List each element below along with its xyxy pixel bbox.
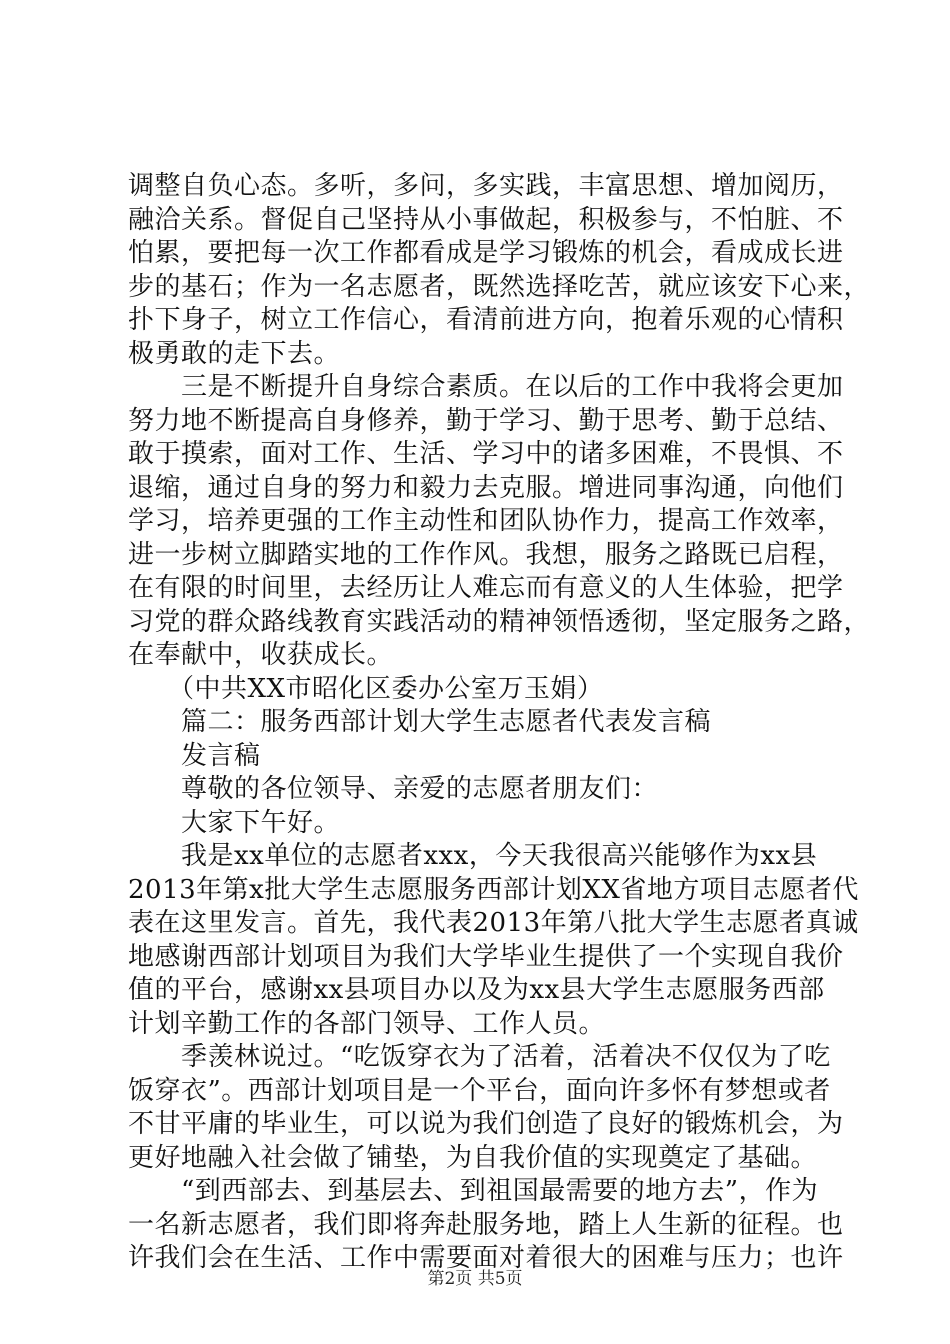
text-line: 学习，培养更强的工作主动性和团队协作力，提高工作效率，: [128, 506, 844, 536]
text-line: 一名新志愿者，我们即将奔赴服务地，踏上人生新的征程。也: [128, 1209, 844, 1240]
text-line: 表在这里发言。首先，我代表2013年第八批大学生志愿者真诚: [128, 908, 859, 938]
text-line: 步的基石；作为一名志愿者，既然选择吃苦，就应该安下心来，: [128, 271, 871, 302]
greeting: 大家下午好。: [128, 807, 341, 838]
text-line: 值的平台，感谢xx县项目办以及为xx县大学生志愿服务西部: [128, 975, 825, 1005]
text-line: 计划辛勤工作的各部门领导、工作人员。: [128, 1008, 606, 1039]
text-line: 更好地融入社会做了铺垫，为自我价值的实现奠定了基础。: [128, 1142, 818, 1173]
text-line: 季羡林说过。“吃饭穿衣为了活着，活着决不仅仅为了吃: [128, 1042, 831, 1072]
text-line: 2013年第x批大学生志愿服务西部计划XX省地方项目志愿者代: [128, 874, 859, 905]
salutation: 尊敬的各位领导、亲爱的志愿者朋友们：: [128, 774, 659, 804]
text-line: 习党的群众路线教育实践活动的精神领悟透彻，坚定服务之路，: [128, 606, 871, 637]
text-line: 退缩，通过自身的努力和毅力去克服。增进同事沟通，向他们: [128, 472, 844, 503]
text-line: 扑下身子，树立工作信心，看清前进方向，抱着乐观的心情积: [128, 305, 844, 335]
text-line: 怕累，要把每一次工作都看成是学习锻炼的机会，看成成长进: [128, 238, 844, 268]
page-footer: [0, 1268, 950, 1290]
text-line: 地感谢西部计划项目为我们大学毕业生提供了一个实现自我价: [128, 941, 844, 972]
text-line: 进一步树立脚踏实地的工作作风。我想，服务之路既已启程，: [128, 539, 844, 570]
text-line: 努力地不断提高自身修养，勤于学习、勤于思考、勤于总结、: [128, 405, 844, 436]
text-line: 敢于摸索，面对工作、生活、学习中的诸多困难，不畏惧、不: [128, 439, 844, 469]
text-line: 极勇敢的走下去。: [128, 338, 341, 369]
section-heading: 篇二：服务西部计划大学生志愿者代表发言稿: [128, 707, 712, 737]
text-line: 我是xx单位的志愿者xxx，今天我很高兴能够作为xx县: [128, 841, 818, 871]
text-line: 调整自负心态。多听，多问，多实践，丰富思想、增加阅历，: [128, 171, 844, 201]
text-line: “到西部去、到基层去、到祖国最需要的地方去”，作为: [128, 1176, 819, 1206]
text-line: 在奉献中，收获成长。: [128, 640, 394, 670]
signature-line: （中共XX市昭化区委办公室万玉娟）: [128, 673, 604, 704]
body-text: [128, 170, 871, 1276]
text-line: 融洽关系。督促自己坚持从小事做起，积极参与，不怕脏、不: [128, 204, 844, 235]
text-line: 在有限的时间里，去经历让人难忘而有意义的人生体验，把学: [128, 573, 844, 603]
text-line: 不甘平庸的毕业生，可以说为我们创造了良好的锻炼机会，为: [128, 1109, 844, 1139]
text-line: 三是不断提升自身综合素质。在以后的工作中我将会更加: [128, 372, 844, 402]
text-line: 饭穿衣”。西部计划项目是一个平台，面向许多怀有梦想或者: [128, 1075, 831, 1106]
speech-title: 发言稿: [128, 740, 261, 771]
page-number-label: 第2页 共5页: [427, 1269, 523, 1289]
text-line: 许我们会在生活、工作中需要面对着很大的困难与压力；也许: [128, 1243, 844, 1273]
